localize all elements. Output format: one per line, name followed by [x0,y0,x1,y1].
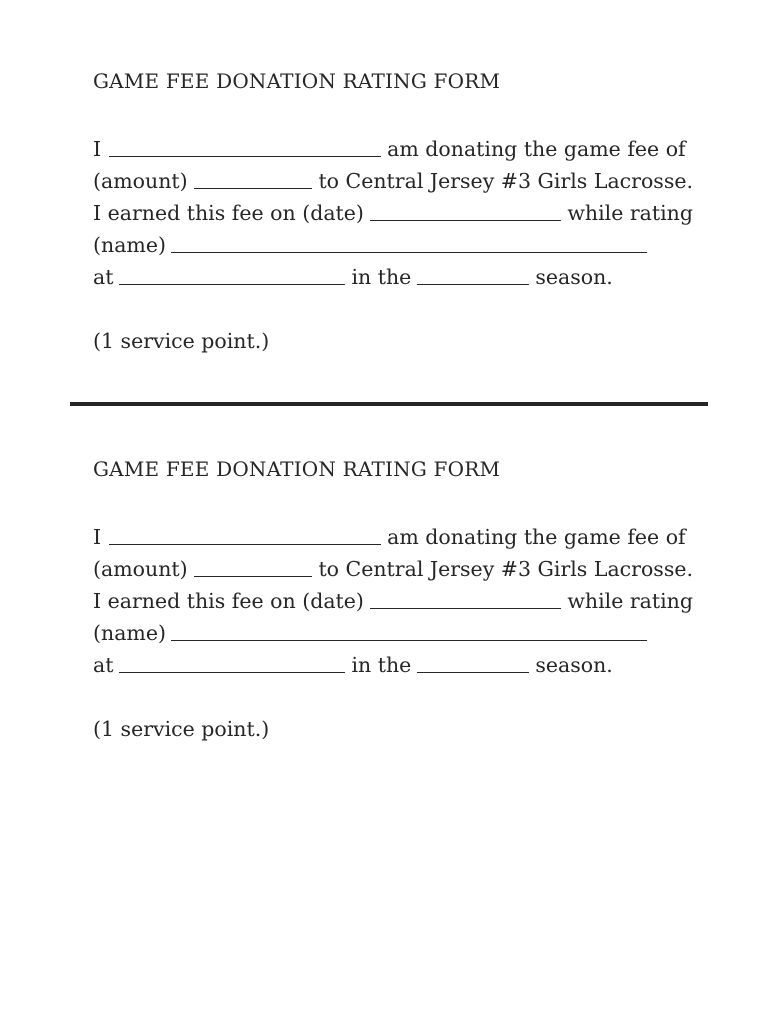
line-text: (name) [93,233,166,257]
amount-blank[interactable] [194,556,313,577]
rating-name-blank[interactable] [171,620,647,641]
line-text: to Central Jersey #3 Girls Lacrosse. [318,557,693,581]
line-text: to Central Jersey #3 Girls Lacrosse. [318,169,693,193]
line-text: at [93,653,114,677]
form-line-rating-name [93,229,693,261]
donor-name-blank[interactable] [109,524,381,545]
form-line-amount [93,553,693,585]
line-text: am donating the game fee of [387,525,686,549]
line-text: in the [351,265,412,289]
line-text: while rating [567,201,693,225]
form-line-amount [93,165,693,197]
cut-line-divider [70,402,708,406]
form-line-donor [93,521,693,553]
line-text: I [93,525,102,549]
location-blank[interactable] [119,264,345,285]
season-blank[interactable] [417,264,529,285]
form-title: GAME FEE DONATION RATING FORM [93,457,501,481]
line-text: I earned this fee on (date) [93,589,364,613]
line-text: season. [535,653,613,677]
line-text: in the [351,653,412,677]
form-line-location-season [93,649,693,681]
service-point-note: (1 service point.) [93,329,270,353]
line-text: (amount) [93,557,188,581]
amount-blank[interactable] [194,168,313,189]
date-blank[interactable] [370,588,561,609]
line-text: at [93,265,114,289]
line-text: season. [535,265,613,289]
location-blank[interactable] [119,652,345,673]
line-text: (amount) [93,169,188,193]
donation-form-top [93,68,693,357]
line-text: while rating [567,589,693,613]
donation-form-bottom [93,456,693,745]
season-blank[interactable] [417,652,529,673]
line-text: (name) [93,621,166,645]
form-line-date [93,585,693,617]
line-text: am donating the game fee of [387,137,686,161]
form-line-rating-name [93,617,693,649]
line-text: I earned this fee on (date) [93,201,364,225]
rating-name-blank[interactable] [171,232,647,253]
date-blank[interactable] [370,200,561,221]
form-line-date [93,197,693,229]
donor-name-blank[interactable] [109,136,381,157]
form-body [93,133,693,293]
line-text: I [93,137,102,161]
form-line-donor [93,133,693,165]
service-point-note: (1 service point.) [93,717,270,741]
form-title: GAME FEE DONATION RATING FORM [93,69,501,93]
form-line-location-season [93,261,693,293]
form-body [93,521,693,681]
